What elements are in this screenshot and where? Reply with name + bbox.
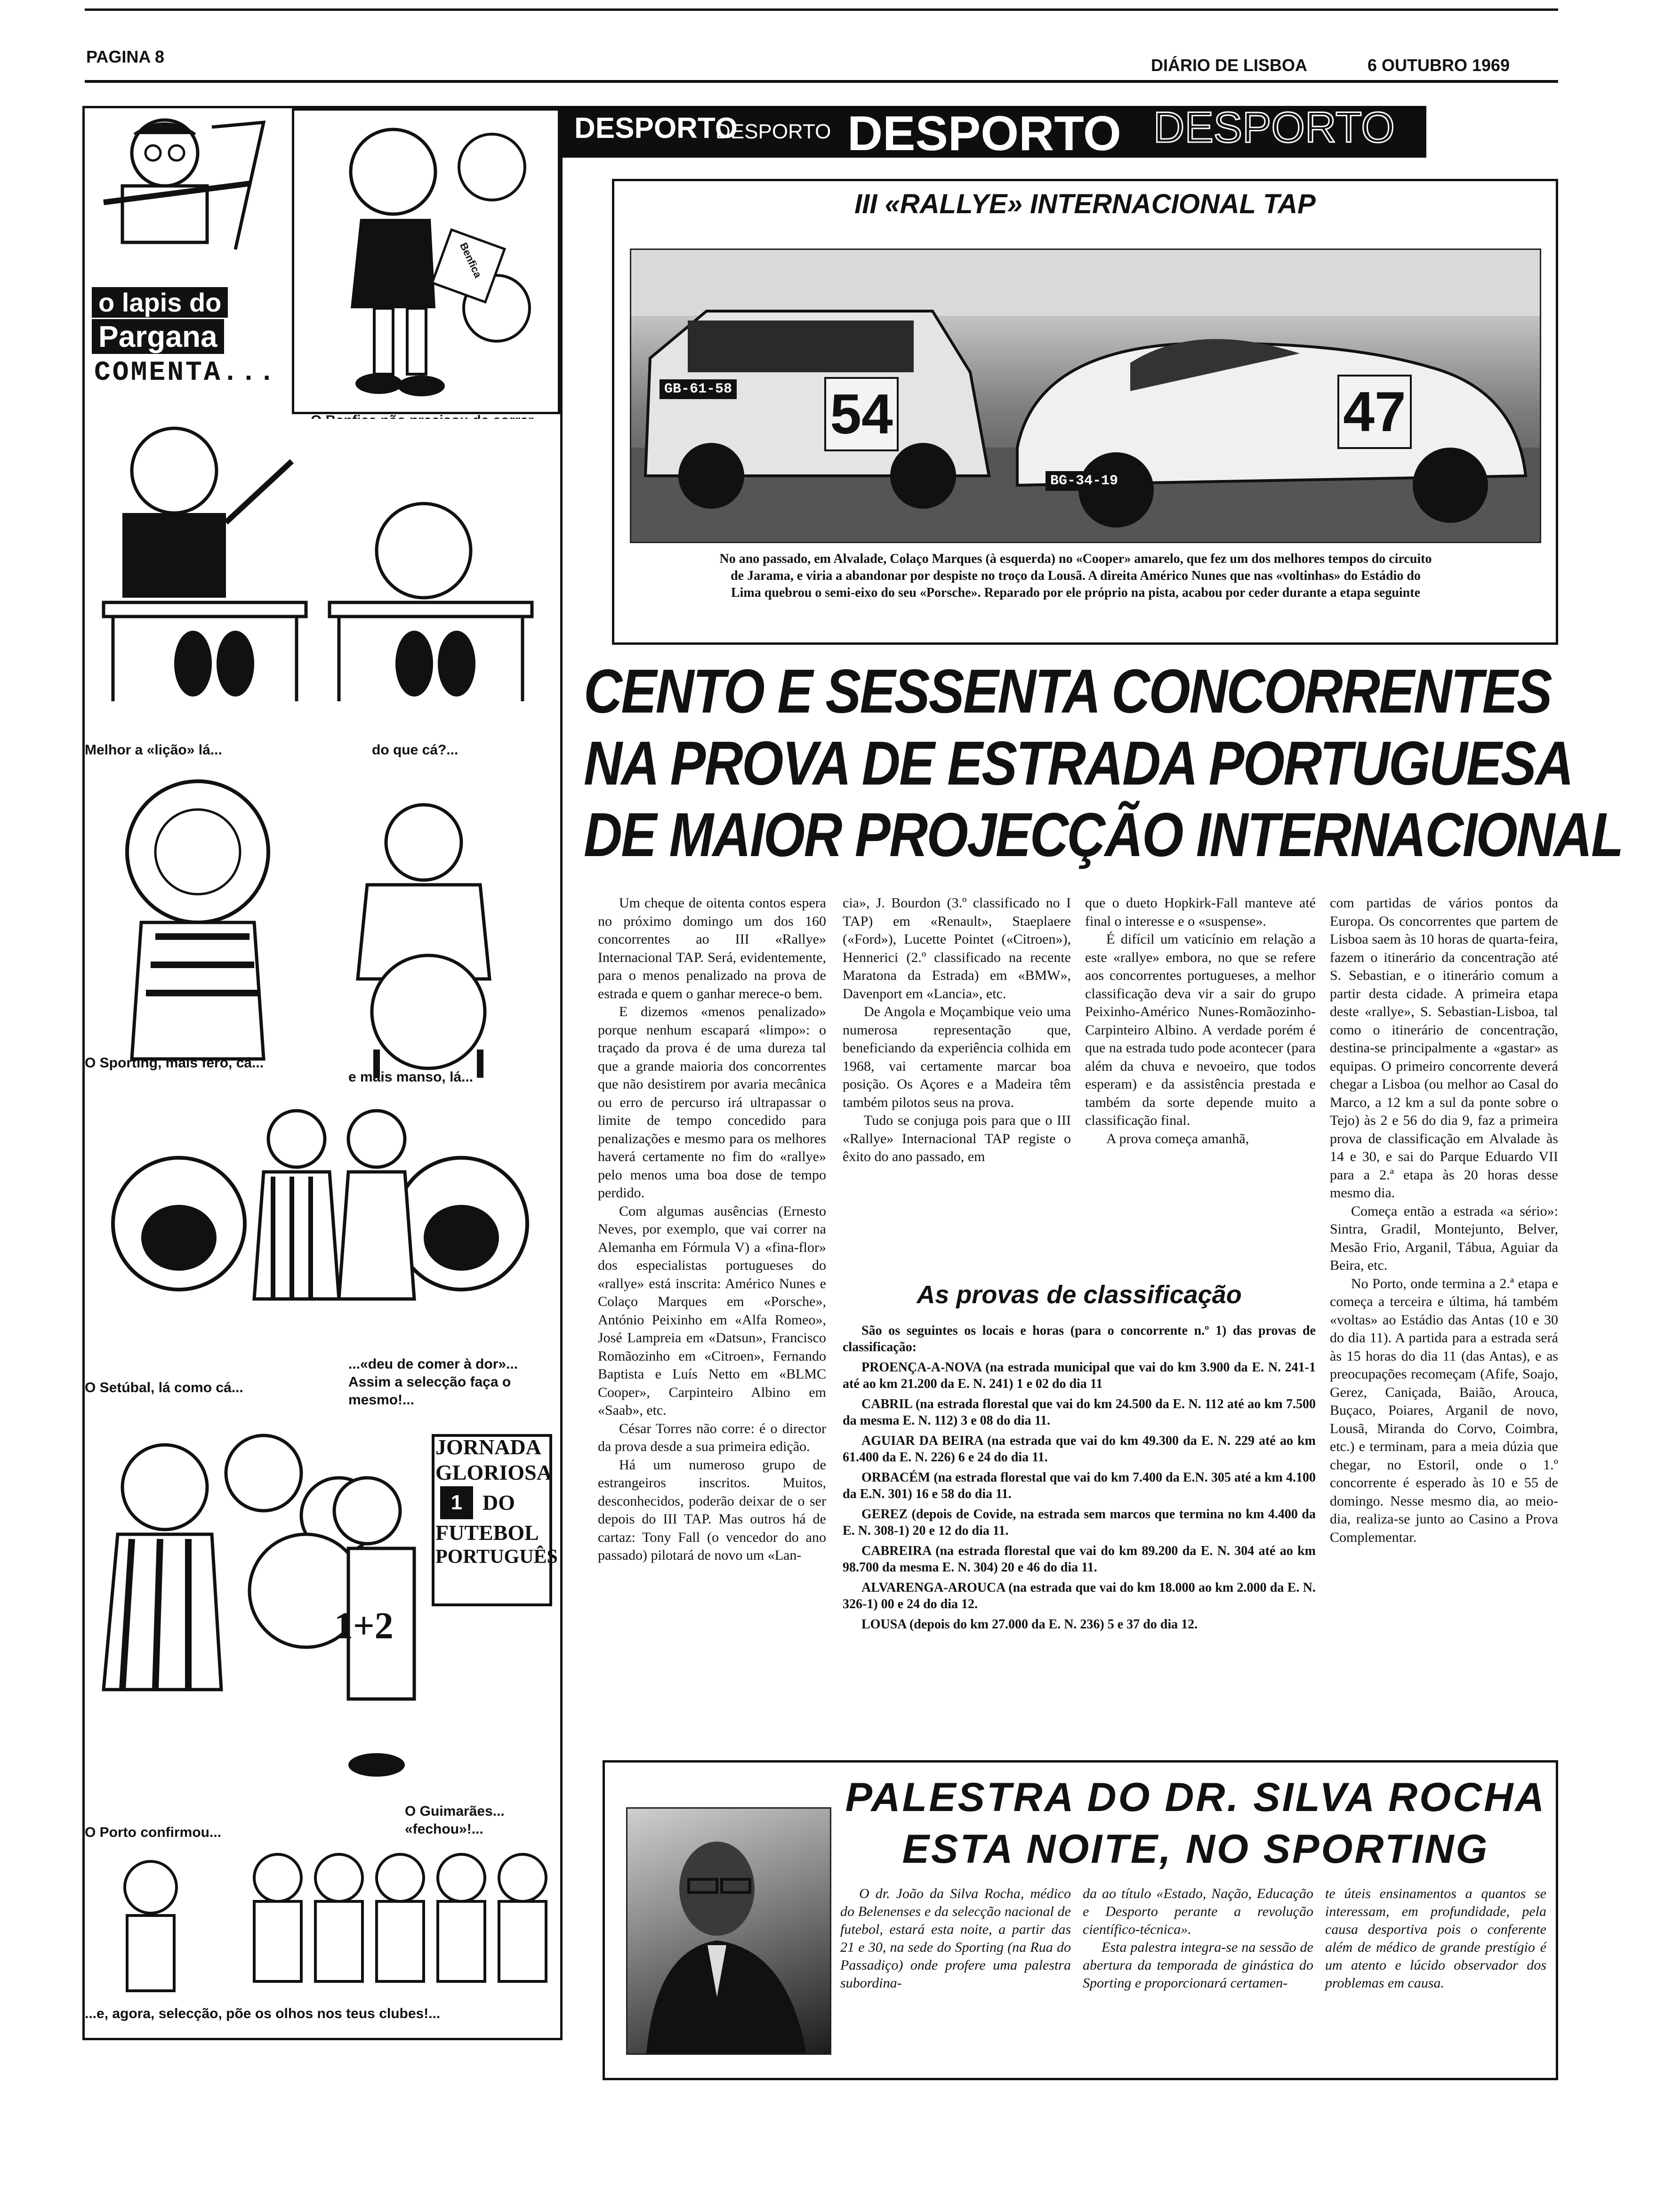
palestra-col3-text: te úteis ensinamentos a quantos se interessam, em profundidade, pela causa desportiva pois o conferente além de médico de grande prestígio é um atento e lúcido observador dos problemas em causa. bbox=[1325, 1886, 1546, 1991]
logo-line3: COMENTA... bbox=[94, 358, 277, 388]
sign-line3: DO bbox=[483, 1491, 515, 1515]
article-column-3 bbox=[1085, 894, 1316, 1148]
logo-line1: o lapis do bbox=[92, 287, 228, 318]
caption-setubal: O Setúbal, lá como cá... bbox=[85, 1380, 243, 1395]
caption-guimaraes: O Guimarães... «fechou»!... bbox=[405, 1803, 505, 1837]
caption-licao-la: Melhor a «lição» lá... bbox=[85, 742, 222, 758]
col2-para-2: De Angola e Moçambique veio uma numerosa representação que, beneficiando da experiência colhida em 1968, vai certamente marcar boa posição. Os Açores e a Madeira têm também pilotos seus na prova. bbox=[843, 1004, 1071, 1110]
sign-line5: PORTUGUÊS bbox=[435, 1546, 558, 1568]
top-rule bbox=[85, 8, 1558, 11]
man-portrait-icon bbox=[627, 1809, 830, 2053]
article-column-4 bbox=[1330, 894, 1558, 1547]
caption-porto: O Porto confirmou... bbox=[85, 1825, 221, 1840]
prova-cabreira: CABREIRA (na estrada florestal que vai do km 89.200 da E. N. 304 até ao km 98.700 da mesma E. N. 304) 20 e 46 do dia 11. bbox=[843, 1544, 1316, 1575]
banner-text-3: DESPORTO bbox=[847, 106, 1121, 158]
col1-para-1: Um cheque de oitenta contos espera no próximo domingo um dos 160 concorrentes ao III «Rallye» Internacional TAP. Será, evidentemente, para o menos penalizado na prova de estrada e quem o ganhar merece-o bem. bbox=[598, 895, 826, 1002]
ball-label: 1+2 bbox=[334, 1605, 394, 1647]
palestra-title-1: PALESTRA DO DR. SILVA ROCHA bbox=[845, 1775, 1546, 1820]
caption-deu-de-comer: ...«deu de comer à dor»... Assim a selecção faça o mesmo!... bbox=[348, 1356, 518, 1408]
col1-para-3: Com algumas ausências (Ernesto Neves, por exemplo, que vai correr na Alemanha em Fórmula V) a «fina-flor» dos especialistas portugueses do «rallye» está inscrita: Américo Nunes e Colaço Marques em «Porsche», António Peixinho em «Alfa Romeo», José Lampreia em «Datsun», Francisco Romãozinho em «Citroen», Fernando Baptista e Luís Netto em «BLMC Cooper», Carpinteiro Albino em «Saab», etc. bbox=[598, 1203, 826, 1418]
rallye-kicker: III «RALLYE» INTERNACIONAL TAP bbox=[854, 189, 1316, 219]
plate-right: BG-34-19 bbox=[1046, 471, 1123, 491]
banner-text-4: DESPORTO bbox=[1153, 106, 1395, 152]
page-label: PAGINA 8 bbox=[86, 47, 165, 66]
prova-alvarenga: ALVARENGA-AROUCA (na estrada que vai do km 18.000 ao km 2.000 da E. N. 326-1) 00 e 24 do dia 12. bbox=[843, 1580, 1316, 1611]
car-number-47: 47 bbox=[1337, 375, 1412, 449]
col3-para-2: É difícil um vaticínio em relação a este «rallye» embora, no que se refere aos concorrentes portugueses, a melhor classificação deva vir a sair do grupo Peixinho-Américo Nunes-Romãozinho-Carpinteiro Albino. A verdade porém é que na estrada tudo pode acontecer (para além da chuva e nevoeiro, que todos esperam) e da assistência prestada e também da sorte depende muito a classificação final. bbox=[1085, 931, 1316, 1128]
caption-sporting-manso: e mais manso, lá... bbox=[348, 1069, 474, 1085]
caption-sporting-fero: O Sporting, mais fero, cá... bbox=[85, 1055, 264, 1071]
issue-date: 6 OUTUBRO 1969 bbox=[1367, 56, 1510, 75]
palestra-column-2 bbox=[1083, 1885, 1313, 1992]
palestra-portrait bbox=[626, 1807, 831, 2055]
palestra-column-1 bbox=[840, 1885, 1071, 1992]
logo-line2: Pargana bbox=[92, 319, 224, 354]
rallye-photo-caption: No ano passado, em Alvalade, Colaço Marques (à esquerda) no «Cooper» amarelo, que fez um dos melhores tempos do circuito de Jarama, e viria a abandonar por despiste no troço da Lousã. A direita Américo Nunes que nas «voltinhas» do Estádio do Lima quebrou o semi-eixo do seu «Porsche». Reparado por ele próprio na pista, acabou por ceder durante a etapa seguinte bbox=[719, 552, 1432, 600]
palestra-col2-para-2: Esta palestra integra-se na sessão de abertura da temporada de ginástica do Sporting e proporcionará certamen- bbox=[1083, 1940, 1313, 1991]
sign-line4: FUTEBOL bbox=[435, 1521, 539, 1545]
sign-line1: JORNADA bbox=[435, 1435, 541, 1459]
rallye-photo bbox=[630, 248, 1541, 543]
col2-para-1: cia», J. Bourdon (3.º classificado no I TAP) em «Renault», Staeplaere («Ford»), Lucette Pointet («Citroen»), Hennerici (2.º classificado na recente Maratona da Estrada) em «BMW», Davenport em «Lancia», etc. bbox=[843, 895, 1071, 1002]
provas-intro: São os seguintes os locais e horas (para o concorrente n.º 1) das provas de classificação: bbox=[843, 1323, 1316, 1354]
headline-line-2: NA PROVA DE ESTRADA PORTUGUESA bbox=[584, 729, 1573, 798]
provas-subhead: As provas de classificação bbox=[917, 1281, 1242, 1309]
cartoon-frame bbox=[82, 106, 563, 2040]
car-number-54: 54 bbox=[824, 377, 899, 451]
prova-cabril: CABRIL (na estrada florestal que vai do km 24.500 da E. N. 112 até ao km 7.500 da mesma E. N. 112) 3 e 08 do dia 11. bbox=[843, 1397, 1316, 1428]
masthead-rule bbox=[85, 80, 1558, 83]
sign-small: 1 bbox=[440, 1486, 473, 1519]
col3-para-1: que o dueto Hopkirk-Fall manteve até final o interesse e o «suspense». bbox=[1085, 895, 1316, 929]
palestra-title-2: ESTA NOITE, NO SPORTING bbox=[902, 1827, 1489, 1872]
prova-gerez: GEREZ (depois de Covide, na estrada sem marcos que termina no km 4.400 da E. N. 308-1) 20 e 12 do dia 11. bbox=[843, 1507, 1316, 1538]
col1-para-4: César Torres não corre: é o director da prova desde a sua primeira edição. bbox=[598, 1420, 826, 1454]
palestra-col1-text: O dr. João da Silva Rocha, médico do Belenenses e da selecção nacional de futebol, estará esta noite, a partir das 21 e 30, na sede do Sporting (na Rua do Passadiço) onde profere uma palestra subordina- bbox=[840, 1886, 1071, 1991]
col4-para-3: No Porto, onde termina a 2.ª etapa e começa a terceira e última, há também «voltas» ao Estádio das Antas (10 e 30 do dia 11). A partida para a estrada será às 15 horas do dia 11 (das Antas), e as preocupações recomeçam (Afife, Soajo, Gerez, Caniçada, Baião, Arouca, Buçaco, Poiares, Arganil de novo, Lousã, Miranda do Corvo, Coimbra, etc.) e terminam, para a meia dúzia que chegar, no Estoril, onde o 1.º concorrente é esperado às 10 e 55 de domingo. Nesse mesmo dia, ao meio-dia, realiza-se junto ao Casino a Prova Complementar. bbox=[1330, 1275, 1558, 1545]
sign-line2: GLORIOSA bbox=[435, 1460, 552, 1484]
col4-para-2: Começa então a estrada «a sério»: Sintra, Gradil, Montejunto, Belver, Mesão Frio, Arganil, Tábua, Aguiar da Beira, etc. bbox=[1330, 1203, 1558, 1273]
prova-orbacem: ORBACÉM (na estrada florestal que vai do km 7.400 da E.N. 305 até a km 4.100 da E.N. 301) 16 e 58 do dia 11. bbox=[843, 1470, 1316, 1501]
col1-para-5: Há um numeroso grupo de estrangeiros inscritos. Muitos, desconhecidos, poderão deixar de o ser depois do III TAP. Mas outros há de cartaz: Tony Fall (o vencedor do ano passado) pilotará de novo um «Lan- bbox=[598, 1457, 826, 1563]
prova-lousa: LOUSA (depois do km 27.000 da E. N. 236) 5 e 37 do dia 12. bbox=[861, 1617, 1198, 1632]
paper-label: Benfica bbox=[458, 240, 484, 280]
palestra-col2-para-1: da ao título «Estado, Nação, Educação e Desporto perante a revolução científico-técnica». bbox=[1083, 1886, 1313, 1937]
headline-line-3: DE MAIOR PROJECÇÃO INTERNACIONAL bbox=[584, 800, 1623, 869]
banner-text-2: DESPORTO bbox=[716, 120, 831, 143]
col2-para-3: Tudo se conjuga pois para que o III «Rallye» Internacional TAP registe o êxito do ano passado, em bbox=[843, 1113, 1071, 1164]
prova-aguiar: AGUIAR DA BEIRA (na estrada que vai do km 49.300 da E. N. 229 até ao km 61.400 da E. N. 226) 6 e 24 do dia 11. bbox=[843, 1434, 1316, 1465]
provas-list bbox=[843, 1322, 1316, 1636]
article-column-1 bbox=[598, 894, 826, 1565]
col3-para-3: A prova começa amanhã, bbox=[1106, 1130, 1249, 1146]
cartoon-strip bbox=[85, 108, 560, 2038]
prova-proenca: PROENÇA-A-NOVA (na estrada municipal que vai do km 3.900 da E. N. 241-1 até ao km 21.200 da E. N. 241) 1 e 02 do dia 11 bbox=[843, 1360, 1316, 1391]
article-column-2 bbox=[843, 894, 1071, 1166]
palestra-column-3 bbox=[1325, 1885, 1546, 1992]
col4-para-1: com partidas de vários pontos da Europa. Os concorrentes que partem de Lisboa saem às 10 horas de quarta-feira, fazem o itinerário da concentração até S. Sebastian, e o itinerário comum a partir desta cidade. A primeira etapa deste «rallye», S. Sebastian-Lisboa, tal como o itinerário de concentração, destina-se principalmente a «gastar» as equipas. O primeiro concorrente deverá chegar a Lisboa (ou melhor ao Casal do Marco, a 12 km a sul da ponte sobre o Tejo) às 2 e 56 do dia 9, faz a primeira prova de classificação em Alvalade às 14 e 30, e sai do Parque Eduardo VII para a 2.ª etapa às 20 horas desse mesmo dia. bbox=[1330, 895, 1558, 1201]
headline-line-1: CENTO E SESSENTA CONCORRENTES bbox=[584, 657, 1552, 726]
plate-left: GB-61-58 bbox=[660, 379, 737, 399]
caption-selecao: ...e, agora, selecção, põe os olhos nos teus clubes!... bbox=[85, 2006, 441, 2021]
col1-para-2: E dizemos «menos penalizado» porque nenhum escapará «limpo»: o traçado da prova é de uma dureza tal que a grande maioria dos concorrentes que não desistirem por avaria mecânica ou erro de percurso irá ultrapassar o limite de tempo concedido para penalizações e mesmo para os melhores haverá certamente no fim do «rallye» pelo menos uma boa dose de tempo perdido. bbox=[598, 1004, 826, 1201]
sports-section-banner bbox=[560, 106, 1426, 158]
banner-text-1: DESPORTO bbox=[574, 112, 738, 144]
caption-do-que-ca: do que cá?... bbox=[372, 742, 458, 758]
newspaper-name: DIÁRIO DE LISBOA bbox=[1151, 56, 1308, 75]
